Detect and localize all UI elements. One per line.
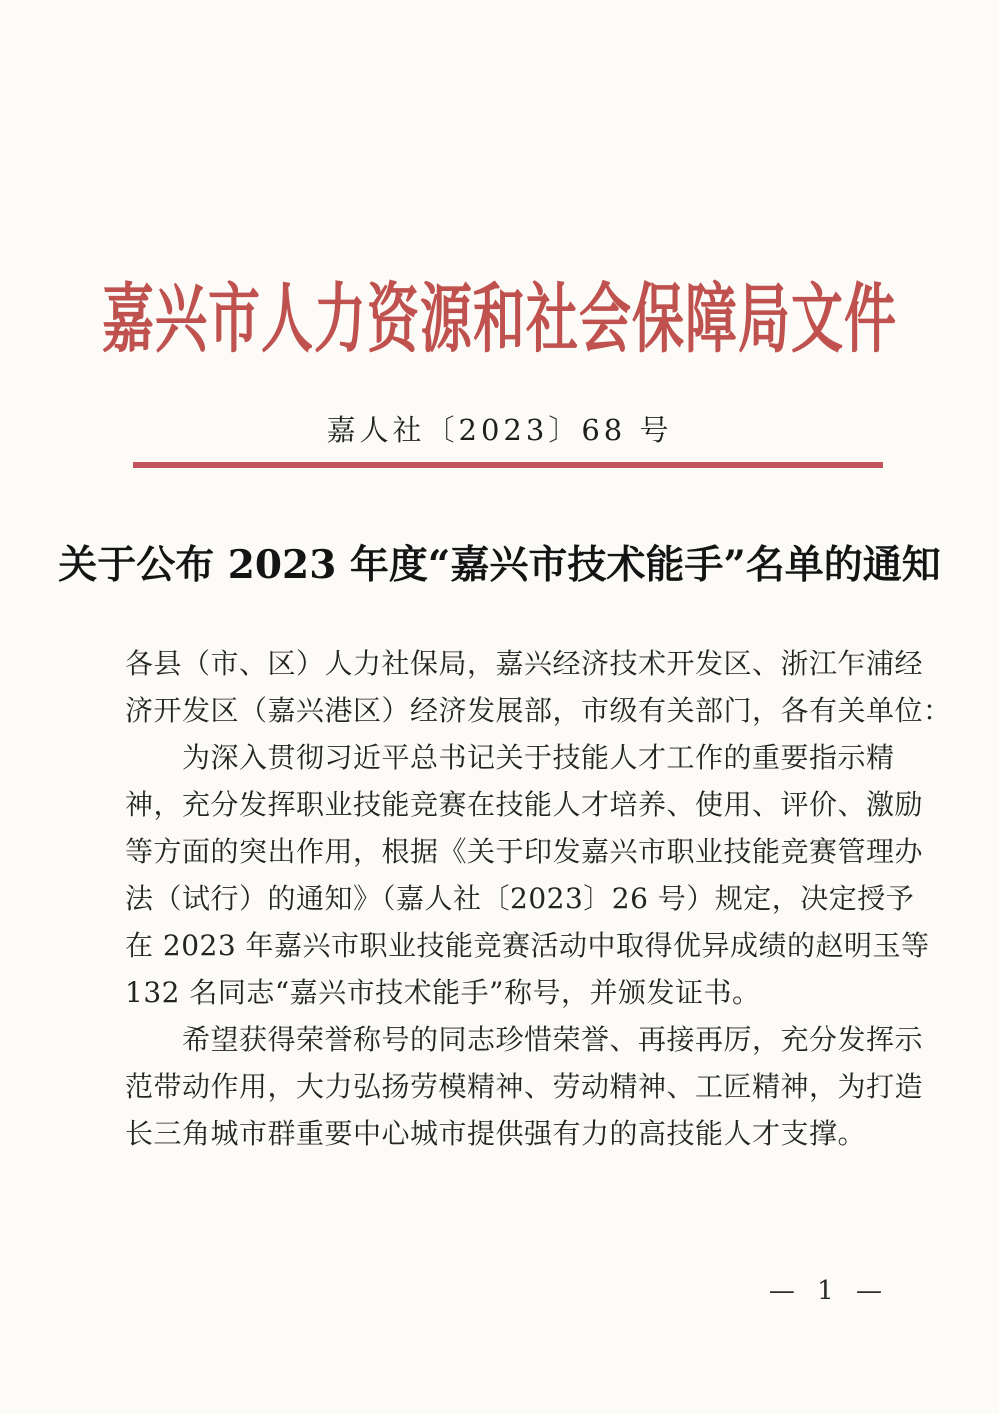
body-line: 各县（市、区）人力社保局，嘉兴经济技术开发区、浙江乍浦经 [125, 647, 924, 680]
red-divider-line [133, 462, 883, 468]
page-number: — 1 — [768, 1276, 889, 1306]
body-line: 132 名同志“嘉兴市技术能手”称号，并颁发证书。 [125, 976, 761, 1009]
document-number: 嘉人社〔2023〕68 号 [326, 413, 673, 447]
body-line: 为深入贯彻习近平总书记关于技能人才工作的重要指示精 [182, 741, 895, 774]
body-line: 神，充分发挥职业技能竞赛在技能人才培养、使用、评价、激励 [125, 788, 924, 821]
body-line: 等方面的突出作用，根据《关于印发嘉兴市职业技能竞赛管理办 [125, 835, 924, 868]
body-line: 法（试行）的通知》（嘉人社〔2023〕26 号）规定，决定授予 [125, 882, 915, 915]
body-line: 长三角城市群重要中心城市提供强有力的高技能人才支撑。 [125, 1117, 867, 1150]
body-line: 在 2023 年嘉兴市职业技能竞赛活动中取得优异成绩的赵明玉等 [125, 929, 930, 962]
body-line: 范带动作用，大力弘扬劳模精神、劳动精神、工匠精神，为打造 [125, 1070, 924, 1103]
document-body [125, 640, 952, 1157]
document-title: 关于公布 2023 年度“嘉兴市技术能手”名单的通知 [58, 542, 941, 588]
body-line: 希望获得荣誉称号的同志珍惜荣誉、再接再厉，充分发挥示 [182, 1023, 924, 1056]
agency-title: 嘉兴市人力资源和社会保障局文件 [101, 275, 897, 364]
body-line: 济开发区（嘉兴港区）经济发展部，市级有关部门，各有关单位： [125, 694, 952, 727]
